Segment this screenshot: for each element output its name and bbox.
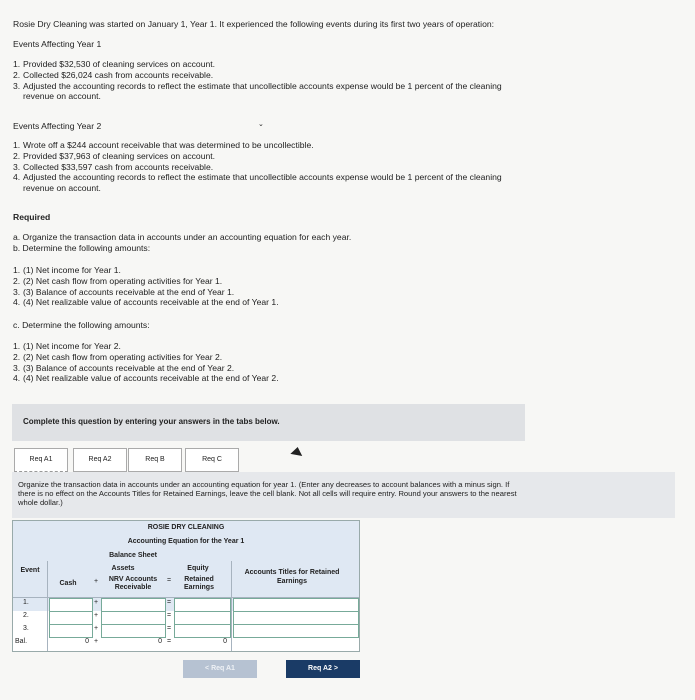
plus-sign: + [94, 599, 99, 606]
list-number: 1. [13, 265, 21, 275]
tab-req-a1[interactable]: Req A1 [14, 448, 68, 472]
retained-input[interactable] [174, 624, 231, 638]
list-item-continued: revenue on account. [23, 183, 101, 194]
account-title-input[interactable] [233, 624, 359, 638]
list-number: 1. [13, 140, 21, 150]
complete-panel [12, 404, 525, 441]
account-title-input[interactable] [233, 598, 359, 612]
table-cash: Cash [59, 580, 77, 587]
required-b: b. Determine the following amounts: [13, 243, 151, 253]
year2-heading: Events Affecting Year 2 [13, 121, 102, 131]
list-item: Provided $37,963 of cleaning services on account. [23, 150, 216, 161]
account-titles-header: Accounts Titles for Retained Earnings [244, 569, 340, 585]
table-title: Accounting Equation for the Year 1 [127, 538, 245, 545]
list-item: (1) Net income for Year 2. [23, 341, 121, 351]
list-item: Adjusted the accounting records to reflect the estimate that uncollectible accounts expense would be 1 percent of the cleaning [23, 172, 502, 183]
tab-req-c[interactable]: Req C [185, 448, 239, 472]
table-equity: Equity [187, 565, 209, 572]
retained-input[interactable] [174, 611, 231, 625]
header-equals: = [167, 577, 172, 584]
list-item: (4) Net realizable value of accounts receivable at the end of Year 2. [23, 373, 279, 384]
cash-input[interactable] [49, 598, 93, 612]
list-item: (1) Net income for Year 1. [23, 265, 121, 275]
mouse-cursor-icon [290, 446, 303, 456]
table-retained: Retained Earnings [184, 576, 214, 591]
next-req-a2-button[interactable]: Req A2 > [286, 660, 360, 678]
table-nrv: NRV Accounts Receivable [108, 576, 158, 591]
list-item: (3) Balance of accounts receivable at the end of Year 2. [23, 362, 235, 373]
instructions-box [12, 472, 675, 518]
list-number: 3. [13, 286, 21, 297]
year1-heading: Events Affecting Year 1 [13, 39, 102, 49]
balance-cash: 0 [85, 638, 89, 645]
accounting-equation-table [12, 520, 360, 652]
list-item: Adjusted the accounting records to reflect the estimate that uncollectible accounts expense would be 1 percent of the cleaning [23, 80, 502, 91]
intro-text: Rosie Dry Cleaning was started on January 1, Year 1. It experienced the following events during its first two years of operation: [13, 19, 495, 29]
cash-input[interactable] [49, 611, 93, 625]
list-item: (3) Balance of accounts receivable at the end of Year 1. [23, 286, 235, 297]
retained-input[interactable] [174, 598, 231, 612]
list-number: 3. [13, 80, 21, 91]
row-label: 3. [23, 625, 29, 632]
nrv-input[interactable] [101, 611, 166, 625]
instructions-text: Organize the transaction data in accounts under an accounting equation for year 1. (Enter any decreases to account balances with a minus sign. If there is no effect on the Accounts Titles for Retained Earnings, leave the cell blank. Not all cells will require entry. Round your answers to the nearest whole dollar.) [18, 480, 517, 507]
equals-sign: = [167, 612, 172, 619]
header-plus: + [94, 578, 99, 585]
balance-retained: 0 [223, 638, 227, 645]
required-list-2 [13, 341, 279, 384]
cursor-mark: ⌄ [258, 121, 264, 128]
nrv-input[interactable] [101, 624, 166, 638]
balance-nrv: 0 [158, 638, 162, 645]
table-company: ROSIE DRY CLEANING [147, 524, 225, 531]
list-item: Provided $32,530 of cleaning services on account. [23, 59, 216, 69]
complete-panel-text: Complete this question by entering your answers in the tabs below. [23, 417, 280, 426]
plus-sign: + [94, 638, 99, 645]
row-label: 1. [23, 599, 29, 606]
plus-sign: + [94, 612, 99, 619]
grid-line [47, 561, 48, 651]
required-c: c. Determine the following amounts: [13, 320, 150, 330]
plus-sign: + [94, 625, 99, 632]
list-number: 2. [13, 275, 21, 286]
equals-sign: = [167, 638, 172, 645]
list-item: Collected $33,597 cash from accounts receivable. [23, 161, 214, 172]
required-list-1 [13, 265, 279, 308]
list-item: (2) Net cash flow from operating activities for Year 2. [23, 351, 223, 362]
year1-list [13, 59, 502, 102]
list-item: (4) Net realizable value of accounts receivable at the end of Year 1. [23, 297, 279, 308]
year2-list [13, 140, 502, 194]
list-item: Collected $26,024 cash from accounts receivable. [23, 69, 214, 80]
list-number: 2. [13, 351, 21, 362]
row-label: 2. [23, 612, 29, 619]
list-item: Wrote off a $244 account receivable that was determined to be uncollectible. [23, 140, 314, 150]
cash-input[interactable] [49, 624, 93, 638]
list-number: 1. [13, 59, 21, 69]
list-number: 4. [13, 172, 21, 183]
list-number: 1. [13, 341, 21, 351]
list-number: 2. [13, 150, 21, 161]
list-item-continued: revenue on account. [23, 91, 101, 102]
table-assets: Assets [111, 565, 135, 572]
required-a: a. Organize the transaction data in accounts under an accounting equation for each year. [13, 232, 352, 242]
nrv-input[interactable] [101, 598, 166, 612]
row-label-balance: Bal. [15, 638, 28, 645]
list-number: 4. [13, 373, 21, 384]
list-number: 3. [13, 161, 21, 172]
table-sheet: Balance Sheet [109, 552, 157, 559]
equals-sign: = [167, 625, 172, 632]
tab-req-b[interactable]: Req B [128, 448, 182, 472]
list-item: (2) Net cash flow from operating activities for Year 1. [23, 275, 223, 286]
account-title-input[interactable] [233, 611, 359, 625]
list-number: 3. [13, 362, 21, 373]
table-event: Event [20, 567, 40, 574]
required-heading: Required [13, 212, 51, 222]
list-number: 4. [13, 297, 21, 308]
tab-req-a2[interactable]: Req A2 [73, 448, 127, 472]
equals-sign: = [167, 599, 172, 606]
list-number: 2. [13, 69, 21, 80]
prev-req-a1-button[interactable]: < Req A1 [183, 660, 257, 678]
